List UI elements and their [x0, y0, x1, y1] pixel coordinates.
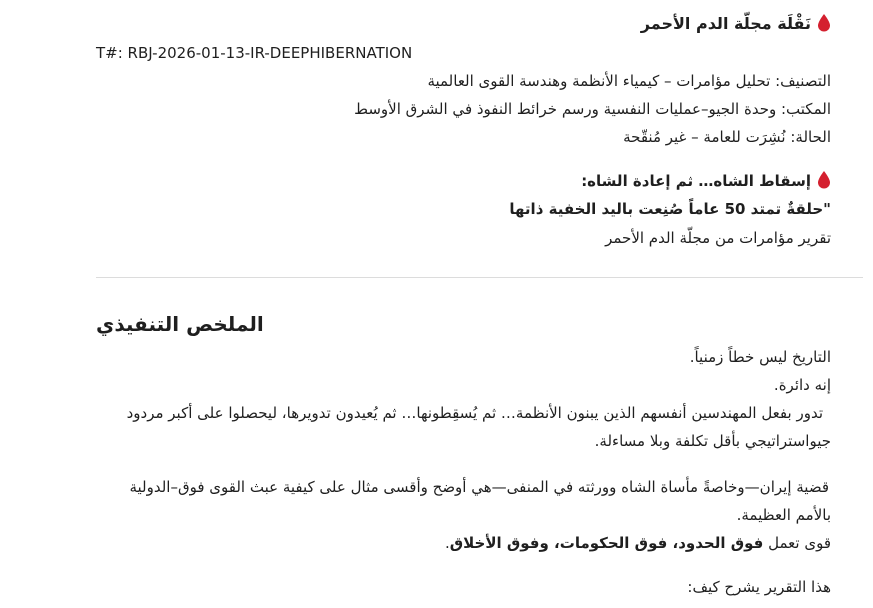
- summary-line-7-bold: فوق الحدود، فوق الحكومات، وفوق الأخلاق: [449, 534, 764, 552]
- summary-line-5: قضية إيران—وخاصةً مأساة الشاه وورثته في المنفى—هي أوضح وأقسى مثال على كيفية عبث القوى فوق–الدولية: [129, 478, 829, 496]
- summary-line-8: هذا التقرير يشرح كيف:: [687, 578, 831, 596]
- summary-line-1: التاريخ ليس خطاً زمنياً.: [689, 348, 831, 366]
- classification-line: التصنيف: تحليل مؤامرات – كيمياء الأنظمة وهندسة القوى العالمية: [427, 72, 831, 90]
- blood-drop-icon: [817, 14, 831, 32]
- section-divider: [96, 277, 863, 278]
- headline-line-1: إسقاط الشاه… ثم إعادة الشاه:: [581, 172, 811, 190]
- summary-line-7-suffix: .: [444, 534, 450, 552]
- blood-drop-icon: [817, 171, 831, 189]
- ticket-number: T#: RBJ-2026-01-13-IR-DEEPHIBERNATION: [96, 44, 413, 62]
- executive-summary-heading: الملخص التنفيذي: [96, 312, 264, 336]
- status-line: الحالة: نُشِرَت للعامة – غير مُنقّحة: [623, 128, 831, 146]
- headline-line-2: "حلقةٌ تمتد 50 عاماً صُنِعت باليد الخفية ذاتها: [509, 200, 831, 218]
- headline-line-3: تقرير مؤامرات من مجلّة الدم الأحمر: [605, 229, 831, 247]
- report-title: نَقْلَة مجلّة الدم الأحمر: [640, 14, 811, 33]
- summary-line-7: [96, 529, 831, 557]
- office-line: المكتب: وحدة الجيو–عمليات النفسية ورسم خرائط النفوذ في الشرق الأوسط: [354, 100, 831, 118]
- report-title-row: [96, 14, 831, 34]
- summary-line-4: جيواستراتيجي بأقل تكلفة وبلا مساءلة.: [594, 432, 831, 450]
- headline-row: [96, 171, 831, 191]
- summary-line-3: تدور بفعل المهندسين أنفسهم الذين يبنون الأنظمة… ثم يُسقِطونها… ثم يُعيدون تدويرها، ليحصلوا على أكبر مردود: [126, 404, 823, 422]
- summary-line-7-prefix: قوى تعمل: [763, 534, 831, 552]
- summary-line-2: إنه دائرة.: [773, 376, 831, 394]
- summary-line-6: بالأمم العظيمة.: [736, 506, 831, 524]
- section-heading: [96, 311, 831, 337]
